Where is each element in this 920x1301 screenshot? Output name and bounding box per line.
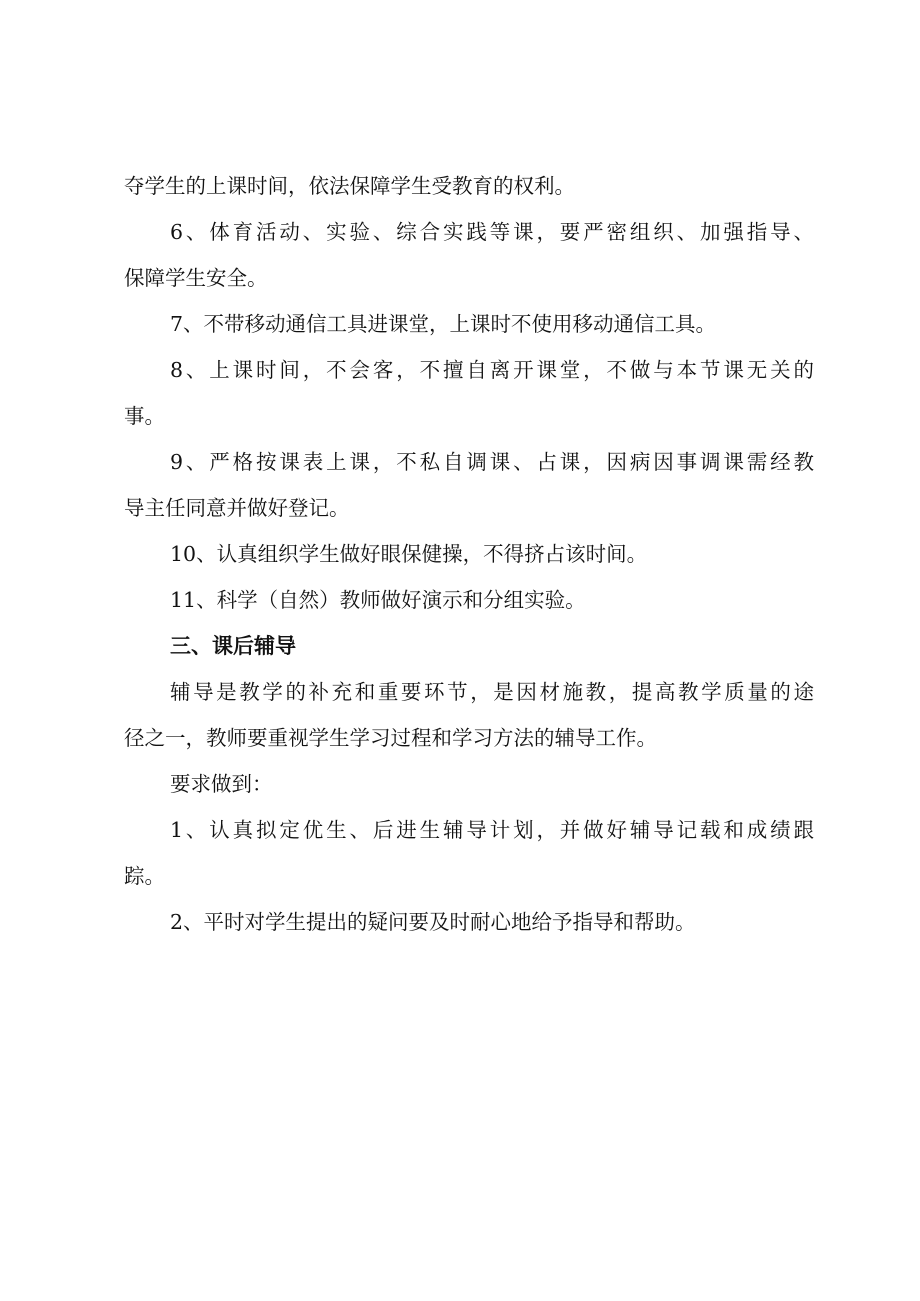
paragraph-line: 径之一，教师要重视学生学习过程和学习方法的辅导工作。: [124, 726, 657, 750]
paragraph-line: 10、认真组织学生做好眼保健操，不得挤占该时间。: [170, 542, 648, 566]
paragraph-line: 事。: [124, 404, 165, 428]
paragraph-line: 夺学生的上课时间，依法保障学生受教育的权利。: [124, 174, 575, 198]
paragraph-line: 导主任同意并做好登记。: [124, 496, 350, 520]
paragraph-line: 1、认真拟定优生、后进生辅导计划，并做好辅导记载和成绩跟: [170, 818, 814, 842]
section-heading: 三、课后辅导: [170, 634, 296, 658]
document-page: [124, 163, 814, 945]
paragraph-line: 要求做到：: [170, 772, 273, 796]
paragraph-line: 9、严格按课表上课，不私自调课、占课，因病因事调课需经教: [170, 450, 814, 474]
paragraph-line: 辅导是教学的补充和重要环节，是因材施教，提高教学质量的途: [170, 680, 814, 704]
paragraph-line: 6、体育活动、实验、综合实践等课，要严密组织、加强指导、: [170, 220, 814, 244]
paragraph-line: 踪。: [124, 864, 165, 888]
paragraph-line: 11、科学（自然）教师做好演示和分组实验。: [170, 588, 586, 612]
paragraph-line: 7、不带移动通信工具进课堂，上课时不使用移动通信工具。: [170, 312, 717, 336]
paragraph-line: 保障学生安全。: [124, 266, 268, 290]
paragraph-line: 8、上课时间，不会客，不擅自离开课堂，不做与本节课无关的: [170, 358, 814, 382]
paragraph-line: 2、平时对学生提出的疑问要及时耐心地给予指导和帮助。: [170, 910, 696, 934]
